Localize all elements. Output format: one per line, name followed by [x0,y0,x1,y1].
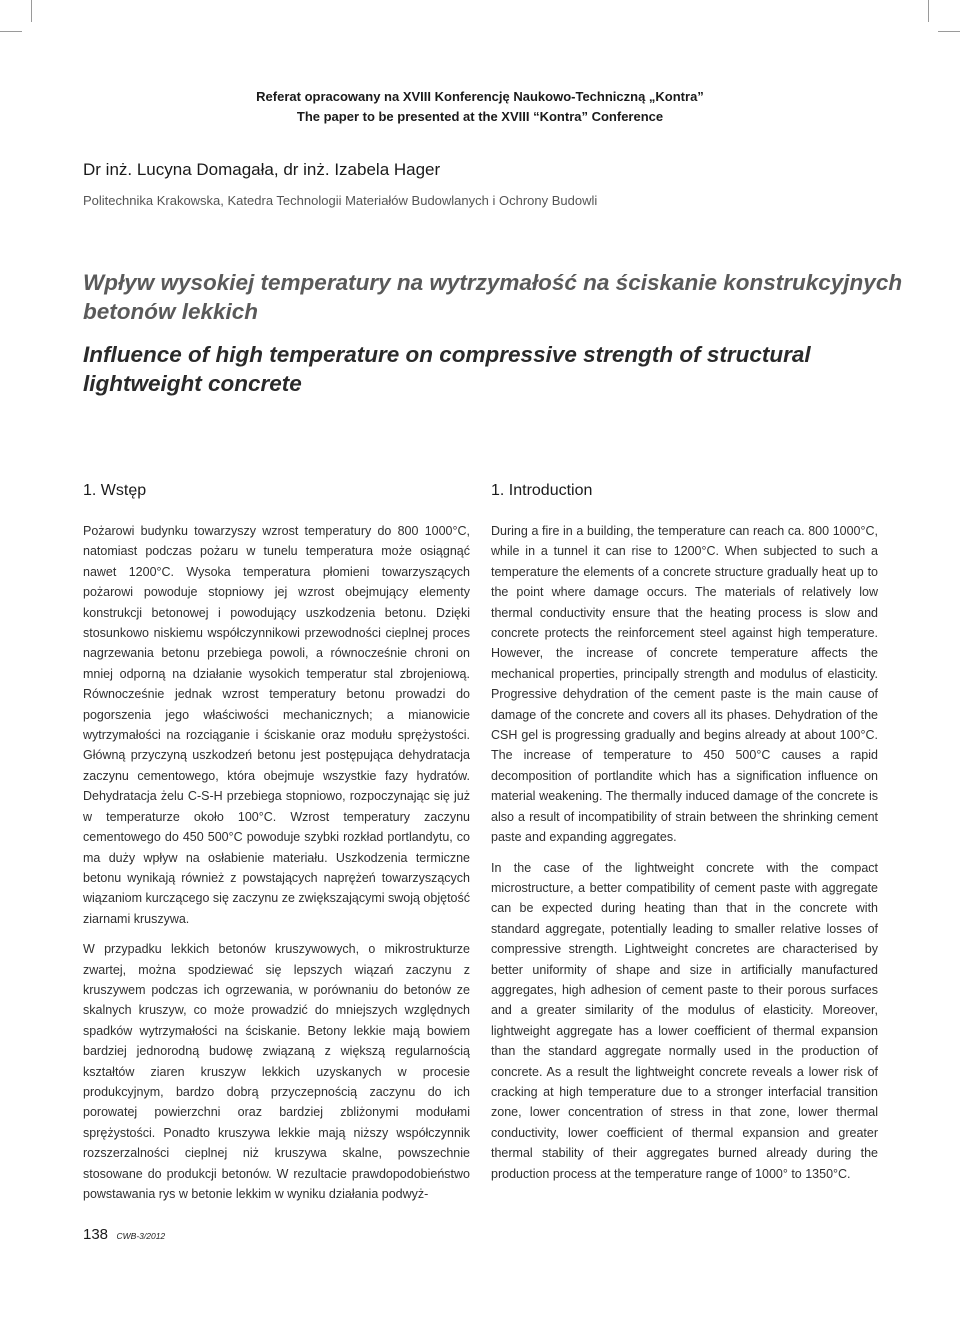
paragraph: Pożarowi budynku towarzyszy wzrost temperatury do 800 1000°C, natomiast podczas pożaru w tunelu temperatura może osiągnąć nawet 1200°C. Wysoka temperatura płomieni towarzyszących pożarowi powoduje stopniowy jej wzrost obejmujący elementy konstrukcji betonowej i powodujący uszkodzenia betonu. Dzięki stosunkowo niskiemu współczynnikowi przewodności cieplnej proces nagrzewania betonu przebiega powoli, a równocześnie chroni on mniej odporną na działanie wysokich temperatur stal zbrojeniową. Równocześnie jednak wzrost temperatury betonu prowadzi do pogorszenia jego właściwości mechanicznych; a mianowicie wytrzymałości na rozciąganie i ściskanie oraz modułu sprężystości. Główną przyczyną uszkodzeń betonu jest postępująca dehydratacja zaczynu cementowego, która obejmuje wszystkie fazy hydratów. Dehydratacja żelu C-S-H przebiega stopniowo, rozpoczynając się już w temperaturze około 100°C. Wzrost temperatury zaczynu cementowego do 450 500°C powoduje szybki rozkład portlandytu, co ma duży wpływ na osłabienie materiału. Uszkodzenia termiczne betonu wynikają również z powstających naprężeń towarzyszących wiązaniom kurczącego się zaczynu ze zwiększającymi swoją objętość ziarnami kruszywa. [83,524,470,926]
title-english: Influence of high temperature on compressive strength of structural lightweight concrete [83,342,811,396]
crop-mark [928,0,929,22]
paragraph: During a fire in a building, the temperature can reach ca. 800 1000°C, while in a tunnel it can rise to 1200°C. When subjected to such a temperature the elements of a concrete structure gradually heat up to the point where damage occurs. The materials of relatively low thermal conductivity ensure that the heating process is slow and concrete protects the reinforcement steel against high temperature. However, the increase of concrete temperature affects the mechanical properties, principally strength and modulus of elasticity. Progressive dehydration of the cement paste is the main cause of damage of the concrete and covers all its phases. Dehydration of the CSH gel is progressing gradually and begins already at about 100°C. The increase of temperature to 450 500°C causes a rapid decomposition of portlandite which has a signification influence on material weakening. The thermally induced damage of the concrete is also a result of incompatibility of strain between the shrinking cement paste and expanding aggregates. [491,524,878,845]
crop-mark [938,31,960,32]
affiliation: Politechnika Krakowska, Katedra Technologii Materiałów Budowlanych i Ochrony Budowli [83,193,598,208]
paragraph: In the case of the lightweight concrete with the compact microstructure, a better compatibility of cement paste with aggregate can be expected during heating than that in the concrete with standard aggregate, potentially leading to smaller relative losses of compressive strength. Lightweight concretes are characterised by better uniformity of shape and size in artificially manufactured aggregates, high adhesion of cement paste to their porous surfaces and a greater similarity of the modulus of elasticity. Moreover, lightweight aggregate has a lower coefficient of thermal expansion than the standard aggregate normally used in the production of concrete. As a result the lightweight concrete reveals a lower risk of cracking at high temperature due to a stronger interfacial transition zone, lower concentration of stress in that zone, lower thermal conductivity, lower coefficient of thermal expansion and greater thermal stability of their aggregates burned already during the production process at the temperature range of 1000° to 1350°C. [491,860,878,1181]
section-heading-pl: 1. Wstęp [83,482,147,499]
crop-mark [31,0,32,22]
title-polish: Wpływ wysokiej temperatury na wytrzymałość na ściskanie konstrukcyjnych betonów lekkich [83,270,903,324]
journal-issue: CWB-3/2012 [116,1231,166,1241]
section-heading-en: 1. Introduction [491,482,593,499]
crop-mark [0,31,22,32]
page-footer [83,1226,165,1244]
column-english [491,521,878,1184]
authors: Dr inż. Lucyna Domagała, dr inż. Izabela Hager [83,160,441,179]
conference-note-en: The paper to be presented at the XVIII “Kontra” Conference [296,109,664,124]
conference-note-pl: Referat opracowany na XVIII Konferencję Naukowo-Techniczną „Kontra” [256,89,704,104]
page-number: 138 [83,1226,109,1243]
column-polish [83,521,470,1204]
paragraph: W przypadku lekkich betonów kruszywowych, o mikrostrukturze zwartej, można spodziewać się lepszych wiązań zaczynu z kruszywem podczas ich ogrzewania, w porównaniu do betonów ze skalnych kruszyw, co może prowadzić do mniejszych względnych spadków wytrzymałości na ściskanie. Betony lekkie mają bowiem bardziej jednorodną budowę związaną z większą regularnością kształtów ziaren kruszyw lekkich uzyskanych w procesie produkcyjnym, bardzo dobrą przyczepnością zaczynu do ich porowatej powierzchni oraz bardziej zbliżonymi modułami sprężystości. Ponadto kruszywa lekkie mają niższy współczynnik rozszerzalności cieplnej niż kruszywa skalne, powszechnie stosowane do produkcji betonów. W rezultacie prawdopodobieństwo powstawania rys w betonie lekkim w wyniku działania podwyż- [83,942,470,1201]
